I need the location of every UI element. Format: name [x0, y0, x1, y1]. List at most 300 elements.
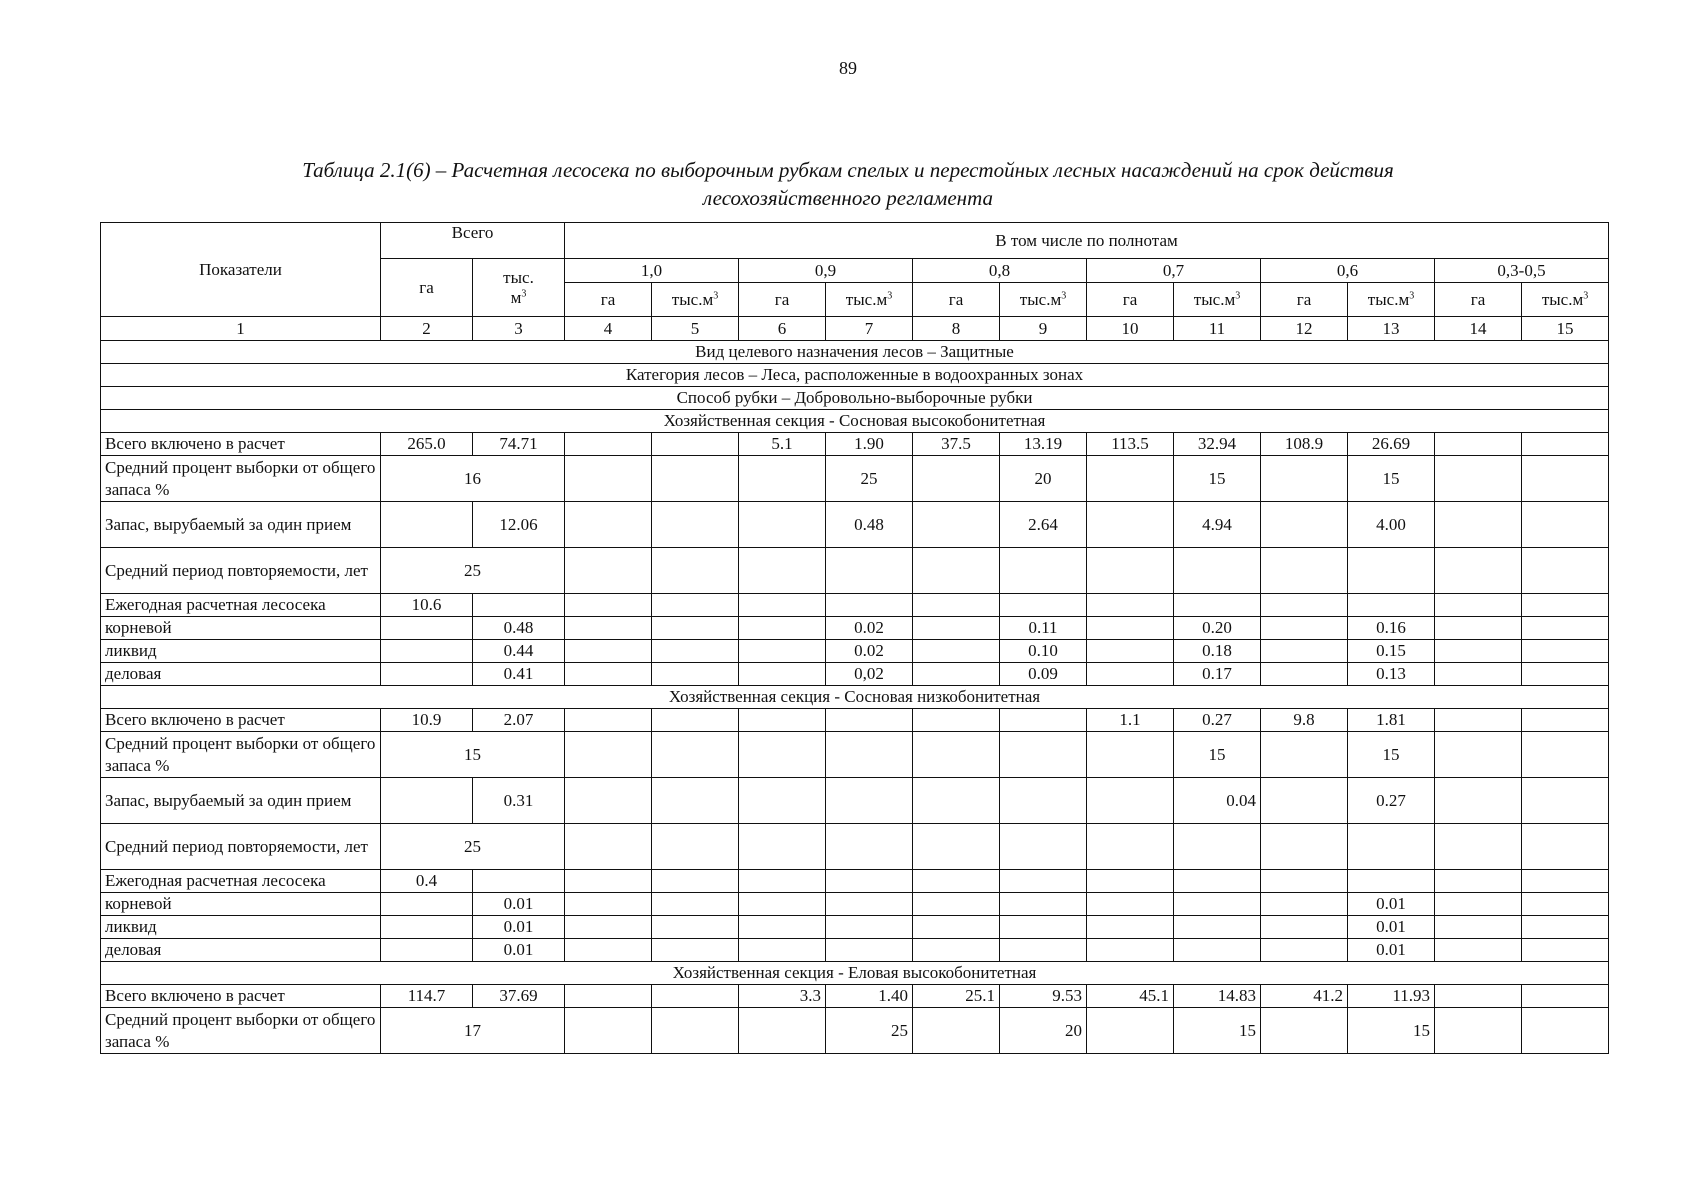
value-cell: 0.01	[1348, 916, 1435, 939]
col-number: 10	[1087, 317, 1174, 341]
value-cell	[1348, 594, 1435, 617]
value-cell: 0.10	[1000, 640, 1087, 663]
value-cell: 0.01	[473, 939, 565, 962]
value-cell	[1174, 939, 1261, 962]
value-cell	[652, 870, 739, 893]
value-cell: 0.48	[826, 502, 913, 548]
value-cell	[826, 778, 913, 824]
value-cell	[1522, 640, 1609, 663]
row-label: ликвид	[101, 916, 381, 939]
value-cell: 0,02	[826, 663, 913, 686]
value-cell	[1000, 916, 1087, 939]
value-cell	[652, 1008, 739, 1054]
value-cell: 13.19	[1000, 433, 1087, 456]
row-label: Средний процент выборки от общего запаса %	[101, 732, 381, 778]
value-cell: 25	[826, 1008, 913, 1054]
table-row	[101, 985, 1609, 1008]
value-cell: 0.16	[1348, 617, 1435, 640]
value-cell	[652, 824, 739, 870]
value-cell	[1435, 824, 1522, 870]
value-cell	[473, 594, 565, 617]
value-cell: 265.0	[381, 433, 473, 456]
value-cell	[565, 594, 652, 617]
value-cell: 12.06	[473, 502, 565, 548]
row-label: Средний период повторяемости, лет	[101, 548, 381, 594]
unit-m3: $тыс.м^3$	[1522, 283, 1609, 317]
value-cell: 0.27	[1174, 709, 1261, 732]
value-cell	[739, 502, 826, 548]
value-cell	[1174, 824, 1261, 870]
value-cell	[913, 709, 1000, 732]
col-number: 11	[1174, 317, 1261, 341]
value-cell: 2.07	[473, 709, 565, 732]
value-cell: 20	[1000, 1008, 1087, 1054]
row-label: Средний период повторяемости, лет	[101, 824, 381, 870]
value-cell	[1522, 433, 1609, 456]
value-cell: 0.4	[381, 870, 473, 893]
value-cell	[826, 732, 913, 778]
value-cell: 0.20	[1174, 617, 1261, 640]
value-cell	[913, 778, 1000, 824]
value-cell: 20	[1000, 456, 1087, 502]
value-cell	[1435, 870, 1522, 893]
section-title: Хозяйственная секция - Сосновая высокобонитетная	[101, 410, 1609, 433]
value-cell	[739, 893, 826, 916]
value-cell	[826, 893, 913, 916]
value-cell	[565, 617, 652, 640]
col-number: 15	[1522, 317, 1609, 341]
header-including: В том числе по полнотам	[565, 223, 1609, 259]
value-cell	[913, 640, 1000, 663]
table-row	[101, 939, 1609, 962]
value-cell	[1087, 893, 1174, 916]
value-cell: 10.6	[381, 594, 473, 617]
row-label: деловая	[101, 663, 381, 686]
value-cell	[1261, 939, 1348, 962]
value-cell	[739, 824, 826, 870]
value-cell	[1261, 1008, 1348, 1054]
value-cell: 25	[381, 548, 565, 594]
value-cell	[913, 456, 1000, 502]
value-cell	[913, 1008, 1000, 1054]
value-cell: 17	[381, 1008, 565, 1054]
value-cell: 9.53	[1000, 985, 1087, 1008]
value-cell	[1435, 456, 1522, 502]
value-cell	[739, 663, 826, 686]
banner-purpose: Вид целевого назначения лесов – Защитные	[101, 341, 1609, 364]
value-cell	[1174, 916, 1261, 939]
value-cell: 3.3	[739, 985, 826, 1008]
value-cell	[1522, 663, 1609, 686]
value-cell	[381, 778, 473, 824]
value-cell	[1000, 594, 1087, 617]
value-cell	[652, 916, 739, 939]
density-header: 0,3-0,5	[1435, 259, 1609, 283]
value-cell: 0.41	[473, 663, 565, 686]
value-cell: 9.8	[1261, 709, 1348, 732]
value-cell	[1174, 870, 1261, 893]
header-total-ha: га	[381, 259, 473, 317]
value-cell: 0.31	[473, 778, 565, 824]
table-caption	[170, 156, 1526, 212]
value-cell	[473, 870, 565, 893]
unit-ha: га	[1261, 283, 1348, 317]
value-cell: 0.01	[473, 893, 565, 916]
value-cell	[913, 916, 1000, 939]
value-cell: 114.7	[381, 985, 473, 1008]
col-number: 5	[652, 317, 739, 341]
cutting-area-table	[100, 222, 1609, 1054]
column-number-row	[101, 317, 1609, 341]
value-cell	[1435, 1008, 1522, 1054]
row-label: Всего включено в расчет	[101, 433, 381, 456]
value-cell: 25	[826, 456, 913, 502]
density-header: 0,6	[1261, 259, 1435, 283]
value-cell	[1435, 778, 1522, 824]
value-cell	[1522, 709, 1609, 732]
value-cell	[381, 640, 473, 663]
value-cell	[652, 617, 739, 640]
banner-method: Способ рубки – Добровольно-выборочные рубки	[101, 387, 1609, 410]
value-cell	[913, 824, 1000, 870]
value-cell: 0.04	[1174, 778, 1261, 824]
value-cell	[739, 870, 826, 893]
value-cell	[913, 870, 1000, 893]
value-cell	[1087, 456, 1174, 502]
value-cell: 25.1	[913, 985, 1000, 1008]
value-cell: 32.94	[1174, 433, 1261, 456]
value-cell	[1435, 502, 1522, 548]
value-cell: 0.27	[1348, 778, 1435, 824]
value-cell: 15	[1174, 1008, 1261, 1054]
row-label: деловая	[101, 939, 381, 962]
table-row	[101, 709, 1609, 732]
value-cell	[1435, 617, 1522, 640]
value-cell	[652, 709, 739, 732]
header-indicators: Показатели	[101, 223, 381, 317]
col-number: 8	[913, 317, 1000, 341]
value-cell	[1261, 548, 1348, 594]
value-cell: 2.64	[1000, 502, 1087, 548]
value-cell	[1087, 939, 1174, 962]
section-title: Хозяйственная секция - Еловая высокобонитетная	[101, 962, 1609, 985]
value-cell	[652, 433, 739, 456]
value-cell	[913, 939, 1000, 962]
row-label: корневой	[101, 617, 381, 640]
unit-ha: га	[739, 283, 826, 317]
value-cell	[1087, 824, 1174, 870]
row-label: Средний процент выборки от общего запаса %	[101, 1008, 381, 1054]
value-cell	[913, 594, 1000, 617]
value-cell	[1087, 640, 1174, 663]
value-cell	[1087, 778, 1174, 824]
value-cell	[1174, 893, 1261, 916]
density-header: 0,7	[1087, 259, 1261, 283]
value-cell	[739, 548, 826, 594]
value-cell	[652, 939, 739, 962]
col-number: 6	[739, 317, 826, 341]
value-cell	[739, 939, 826, 962]
col-number: 7	[826, 317, 913, 341]
value-cell	[739, 617, 826, 640]
value-cell	[1435, 916, 1522, 939]
value-cell	[565, 640, 652, 663]
value-cell	[1261, 916, 1348, 939]
value-cell: 1.90	[826, 433, 913, 456]
row-label: Средний процент выборки от общего запаса %	[101, 456, 381, 502]
density-header: 0,8	[913, 259, 1087, 283]
value-cell	[652, 640, 739, 663]
value-cell	[1087, 617, 1174, 640]
table-row	[101, 870, 1609, 893]
table-row	[101, 594, 1609, 617]
col-number: 4	[565, 317, 652, 341]
value-cell	[381, 916, 473, 939]
row-label: Запас, вырубаемый за один прием	[101, 778, 381, 824]
row-label: ликвид	[101, 640, 381, 663]
value-cell	[1435, 709, 1522, 732]
col-number: 1	[101, 317, 381, 341]
table-row	[101, 640, 1609, 663]
value-cell	[1522, 824, 1609, 870]
unit-ha: га	[913, 283, 1000, 317]
value-cell: 15	[1348, 456, 1435, 502]
value-cell	[1174, 594, 1261, 617]
value-cell: 1.81	[1348, 709, 1435, 732]
value-cell	[1522, 502, 1609, 548]
value-cell: 0.13	[1348, 663, 1435, 686]
value-cell	[1435, 548, 1522, 594]
table-row	[101, 548, 1609, 594]
value-cell	[1522, 870, 1609, 893]
header-total-m3: тыс. $м^3$	[473, 259, 565, 317]
value-cell	[1522, 916, 1609, 939]
value-cell	[1087, 1008, 1174, 1054]
value-cell	[739, 778, 826, 824]
value-cell: 4.00	[1348, 502, 1435, 548]
value-cell: 113.5	[1087, 433, 1174, 456]
value-cell	[826, 916, 913, 939]
unit-m3: $тыс.м^3$	[652, 283, 739, 317]
value-cell	[1261, 893, 1348, 916]
table-row	[101, 617, 1609, 640]
value-cell	[1000, 778, 1087, 824]
value-cell	[1348, 824, 1435, 870]
value-cell: 0.44	[473, 640, 565, 663]
value-cell	[565, 732, 652, 778]
table-row	[101, 778, 1609, 824]
value-cell	[739, 916, 826, 939]
value-cell: 26.69	[1348, 433, 1435, 456]
value-cell: 0.18	[1174, 640, 1261, 663]
value-cell	[826, 709, 913, 732]
row-label: Запас, вырубаемый за один прием	[101, 502, 381, 548]
value-cell	[1000, 732, 1087, 778]
value-cell: 0.09	[1000, 663, 1087, 686]
value-cell	[1087, 502, 1174, 548]
value-cell	[1522, 617, 1609, 640]
value-cell: 11.93	[1348, 985, 1435, 1008]
row-label: корневой	[101, 893, 381, 916]
value-cell	[1087, 870, 1174, 893]
unit-ha: га	[1087, 283, 1174, 317]
value-cell: 15	[1174, 732, 1261, 778]
value-cell: 15	[1348, 732, 1435, 778]
value-cell	[1522, 456, 1609, 502]
value-cell	[565, 1008, 652, 1054]
value-cell	[652, 732, 739, 778]
row-label: Ежегодная расчетная лесосека	[101, 594, 381, 617]
value-cell	[565, 939, 652, 962]
value-cell	[739, 709, 826, 732]
value-cell	[1000, 548, 1087, 594]
value-cell	[565, 456, 652, 502]
col-number: 2	[381, 317, 473, 341]
row-label: Всего включено в расчет	[101, 985, 381, 1008]
col-number: 13	[1348, 317, 1435, 341]
value-cell	[739, 732, 826, 778]
value-cell	[1261, 778, 1348, 824]
value-cell	[1087, 732, 1174, 778]
value-cell	[739, 640, 826, 663]
value-cell	[565, 916, 652, 939]
value-cell	[1000, 824, 1087, 870]
value-cell: 0.01	[1348, 893, 1435, 916]
value-cell	[913, 732, 1000, 778]
table-row	[101, 916, 1609, 939]
value-cell	[1522, 939, 1609, 962]
table-row	[101, 962, 1609, 985]
value-cell: 0.17	[1174, 663, 1261, 686]
value-cell	[1087, 548, 1174, 594]
col-number: 12	[1261, 317, 1348, 341]
value-cell	[1087, 916, 1174, 939]
value-cell	[913, 548, 1000, 594]
value-cell: 0.11	[1000, 617, 1087, 640]
value-cell	[1261, 502, 1348, 548]
value-cell	[1435, 433, 1522, 456]
value-cell	[1435, 640, 1522, 663]
section-title: Хозяйственная секция - Сосновая низкобонитетная	[101, 686, 1609, 709]
value-cell	[1435, 939, 1522, 962]
value-cell	[565, 502, 652, 548]
table-row	[101, 824, 1609, 870]
value-cell	[565, 778, 652, 824]
value-cell	[1261, 456, 1348, 502]
value-cell: 16	[381, 456, 565, 502]
value-cell	[565, 709, 652, 732]
value-cell: 0.48	[473, 617, 565, 640]
value-cell	[1522, 893, 1609, 916]
value-cell: 45.1	[1087, 985, 1174, 1008]
table-row	[101, 893, 1609, 916]
value-cell	[565, 548, 652, 594]
table-row	[101, 663, 1609, 686]
value-cell: 25	[381, 824, 565, 870]
value-cell	[913, 502, 1000, 548]
value-cell	[739, 456, 826, 502]
value-cell	[1435, 594, 1522, 617]
value-cell: 0.15	[1348, 640, 1435, 663]
value-cell	[652, 548, 739, 594]
value-cell: 1.1	[1087, 709, 1174, 732]
value-cell	[1261, 640, 1348, 663]
value-cell: 0.01	[473, 916, 565, 939]
row-label: Ежегодная расчетная лесосека	[101, 870, 381, 893]
value-cell	[381, 617, 473, 640]
table-row	[101, 410, 1609, 433]
value-cell	[1261, 732, 1348, 778]
unit-m3: $тыс.м^3$	[826, 283, 913, 317]
banner-category: Категория лесов – Леса, расположенные в водоохранных зонах	[101, 364, 1609, 387]
value-cell	[1435, 893, 1522, 916]
value-cell	[826, 594, 913, 617]
value-cell: 37.5	[913, 433, 1000, 456]
value-cell	[1435, 663, 1522, 686]
value-cell: 4.94	[1174, 502, 1261, 548]
caption-line-1: Таблица 2.1(6) – Расчетная лесосека по выборочным рубкам спелых и перестойных лесных насаждений на срок действия	[302, 158, 1394, 182]
value-cell: 14.83	[1174, 985, 1261, 1008]
value-cell: 37.69	[473, 985, 565, 1008]
value-cell	[826, 939, 913, 962]
value-cell	[1261, 617, 1348, 640]
value-cell	[1087, 663, 1174, 686]
value-cell	[565, 433, 652, 456]
value-cell	[565, 893, 652, 916]
value-cell	[1522, 732, 1609, 778]
density-header: 1,0	[565, 259, 739, 283]
value-cell	[739, 1008, 826, 1054]
value-cell	[1000, 709, 1087, 732]
value-cell: 0.02	[826, 640, 913, 663]
value-cell	[1522, 985, 1609, 1008]
value-cell	[1435, 732, 1522, 778]
table-row	[101, 433, 1609, 456]
value-cell	[913, 617, 1000, 640]
value-cell: 15	[1174, 456, 1261, 502]
unit-m3: $тыс.м^3$	[1174, 283, 1261, 317]
value-cell	[652, 985, 739, 1008]
value-cell	[652, 502, 739, 548]
value-cell	[1261, 870, 1348, 893]
value-cell	[652, 663, 739, 686]
value-cell	[1522, 1008, 1609, 1054]
row-label: Всего включено в расчет	[101, 709, 381, 732]
value-cell: 41.2	[1261, 985, 1348, 1008]
value-cell	[1000, 939, 1087, 962]
value-cell	[381, 502, 473, 548]
unit-ha: га	[1435, 283, 1522, 317]
value-cell	[1087, 594, 1174, 617]
value-cell	[826, 824, 913, 870]
value-cell	[652, 594, 739, 617]
value-cell: 1.40	[826, 985, 913, 1008]
value-cell	[1261, 824, 1348, 870]
col-number: 14	[1435, 317, 1522, 341]
value-cell	[913, 663, 1000, 686]
value-cell	[652, 778, 739, 824]
value-cell	[381, 663, 473, 686]
value-cell	[1522, 548, 1609, 594]
value-cell	[1174, 548, 1261, 594]
value-cell	[913, 893, 1000, 916]
value-cell	[565, 870, 652, 893]
value-cell	[1522, 778, 1609, 824]
value-cell: 74.71	[473, 433, 565, 456]
value-cell	[826, 548, 913, 594]
value-cell	[1000, 893, 1087, 916]
value-cell	[565, 985, 652, 1008]
